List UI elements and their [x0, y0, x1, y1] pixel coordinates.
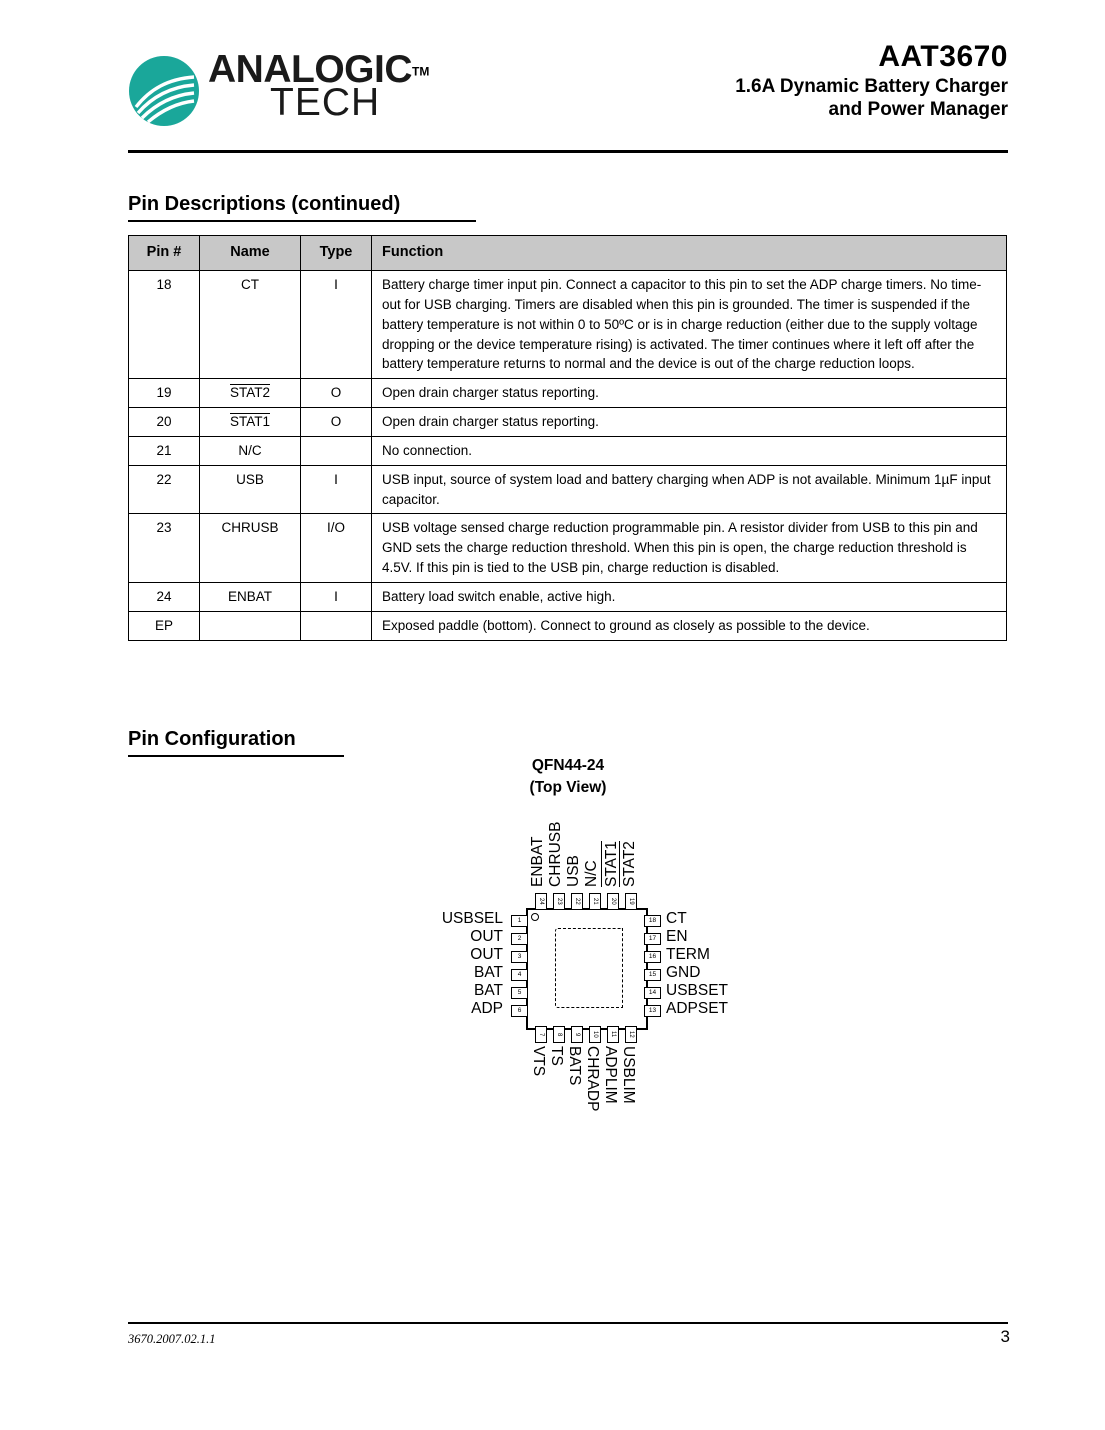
cell-pin: 22 — [129, 465, 200, 514]
cell-name: CT — [200, 271, 301, 379]
pad-2: 2 — [511, 933, 528, 945]
pad-3: 3 — [511, 951, 528, 963]
cell-type: O — [301, 408, 372, 437]
pin-label-vts: VTS — [530, 1046, 547, 1077]
package-name: QFN44-24 — [531, 757, 605, 774]
pad-23: 23 — [553, 893, 565, 910]
pin-label-nc: N/C — [583, 860, 600, 887]
pin-label-adp: ADP — [471, 1000, 503, 1017]
table-row — [129, 514, 1007, 583]
pad-18: 18 — [644, 915, 661, 927]
pin-label-adpset: ADPSET — [666, 1000, 729, 1017]
table-header-pin: Pin # — [129, 236, 200, 271]
cell-name-overlined: STAT1 — [229, 414, 270, 430]
pin-label-stat1 — [601, 806, 621, 887]
pad-7: 7 — [535, 1026, 547, 1043]
cell-function: USB voltage sensed charge reduction programmable pin. A resistor divider from USB to this pin and GND sets the charge reduction threshold. When this pin is open, the charge reduction threshold is 4.5V. If this pin is tied to the USB pin, charge reduction is disabled. — [372, 514, 1007, 583]
table-row — [129, 408, 1007, 437]
pin-label-stat1-text: STAT1 — [603, 841, 620, 887]
document-subtitle-line2: and Power Manager — [828, 99, 1008, 121]
pin-label-out-2: OUT — [470, 928, 503, 945]
logo-secondary-text: TECH — [270, 81, 381, 124]
pin-label-adplim: ADPLIM — [602, 1046, 619, 1104]
cell-type: I — [301, 582, 372, 611]
cell-pin: 19 — [129, 379, 200, 408]
cell-name-overlined: STAT2 — [229, 385, 270, 401]
pin-label-enbat: ENBAT — [529, 836, 546, 887]
footer-divider — [128, 1322, 1008, 1324]
pad-6: 6 — [511, 1005, 528, 1017]
page-number: 3 — [1000, 1327, 1010, 1346]
pad-21: 21 — [589, 893, 601, 910]
table-row — [129, 465, 1007, 514]
cell-function: No connection. — [372, 436, 1007, 465]
cell-pin: 21 — [129, 436, 200, 465]
pin-descriptions-heading: Pin Descriptions (continued) — [128, 193, 401, 215]
pad-22: 22 — [571, 893, 583, 910]
cell-name: N/C — [200, 436, 301, 465]
pad-9: 9 — [571, 1026, 583, 1043]
table-row — [129, 611, 1007, 640]
analogic-logo-icon — [128, 55, 200, 127]
pin-label-out-3: OUT — [470, 946, 503, 963]
cell-name: USB — [200, 465, 301, 514]
cell-pin: EP — [129, 611, 200, 640]
cell-function: Open drain charger status reporting. — [372, 408, 1007, 437]
pin-label-usb: USB — [565, 855, 582, 887]
table-header-function: Function — [372, 236, 1007, 271]
pad-19: 19 — [625, 893, 637, 910]
pad-24: 24 — [535, 893, 547, 910]
cell-name: ENBAT — [200, 582, 301, 611]
pad-15: 15 — [644, 969, 661, 981]
pin-label-bats: BATS — [566, 1046, 583, 1086]
cell-function: Battery load switch enable, active high. — [372, 582, 1007, 611]
pin-configuration-diagram — [128, 745, 1008, 1165]
pin-label-bat-5: BAT — [474, 982, 503, 999]
package-view-label: (Top View) — [529, 779, 607, 797]
pad-13: 13 — [644, 1005, 661, 1017]
cell-pin: 20 — [129, 408, 200, 437]
pin-label-chrusb: CHRUSB — [547, 821, 564, 887]
cell-name — [200, 379, 301, 408]
chip-body — [526, 908, 648, 1030]
pin-configuration-heading: Pin Configuration — [128, 728, 296, 750]
pin-label-chradp: CHRADP — [584, 1046, 601, 1112]
cell-type — [301, 611, 372, 640]
cell-name — [200, 408, 301, 437]
cell-type: I — [301, 465, 372, 514]
table-row — [129, 436, 1007, 465]
cell-pin: 23 — [129, 514, 200, 583]
exposed-paddle-outline — [555, 928, 623, 1008]
logo-wordmark — [208, 50, 429, 122]
cell-function: Exposed paddle (bottom). Connect to ground as closely as possible to the device. — [372, 611, 1007, 640]
document-subtitle-line1: 1.6A Dynamic Battery Charger — [735, 75, 1008, 97]
table-header-type: Type — [301, 236, 372, 271]
cell-type: O — [301, 379, 372, 408]
logo-primary-text: ANALOGIC — [208, 48, 412, 91]
part-number: AAT3670 — [878, 40, 1008, 73]
pin-label-usblim: USBLIM — [620, 1046, 637, 1104]
cell-function: Battery charge timer input pin. Connect a capacitor to this pin to set the ADP charge timers. No time-out for USB charging. Timers are disabled when this pin is grounded. The timer is suspended if the battery temperature is not within 0 to 50ºC or is in charge reduction (either due to the supply voltage dropping or the device temperature rising) is activated. The timer continues where it left off after the battery temperature returns to normal and the device is out of the charge reduction loops. — [372, 271, 1007, 379]
cell-name — [200, 611, 301, 640]
table-header-name: Name — [200, 236, 301, 271]
logo-tm-mark: TM — [412, 64, 430, 79]
pin-label-en: EN — [666, 928, 688, 945]
pad-17: 17 — [644, 933, 661, 945]
pad-4: 4 — [511, 969, 528, 981]
page-header — [128, 40, 1008, 150]
document-title-block — [735, 40, 1008, 122]
pad-20: 20 — [607, 893, 619, 910]
pin-label-ct: CT — [666, 910, 687, 927]
pad-5: 5 — [511, 987, 528, 999]
table-row — [129, 582, 1007, 611]
cell-name: CHRUSB — [200, 514, 301, 583]
pin-label-ts: TS — [548, 1046, 565, 1066]
pin-label-gnd: GND — [666, 964, 701, 981]
pad-1: 1 — [511, 915, 528, 927]
cell-type — [301, 436, 372, 465]
cell-pin: 24 — [129, 582, 200, 611]
table-row — [129, 271, 1007, 379]
header-divider — [128, 150, 1008, 153]
qfn-package-drawing — [441, 821, 729, 1130]
pin-label-stat2-text: STAT2 — [621, 841, 638, 887]
pin-label-bat-4: BAT — [474, 964, 503, 981]
cell-type: I — [301, 271, 372, 379]
pin1-indicator-dot — [531, 913, 539, 921]
company-logo — [128, 45, 458, 145]
table-header-row — [129, 236, 1007, 271]
pad-11: 11 — [607, 1026, 619, 1043]
pin-descriptions-table — [128, 235, 1007, 641]
package-title-block — [128, 755, 1008, 800]
table-row — [129, 379, 1007, 408]
cell-type: I/O — [301, 514, 372, 583]
pin-label-usbsel: USBSEL — [441, 910, 503, 927]
pin-descriptions-heading-underline — [128, 220, 476, 222]
cell-function: USB input, source of system load and battery charging when ADP is not available. Minimum 1µF input capacitor. — [372, 465, 1007, 514]
pad-16: 16 — [644, 951, 661, 963]
cell-function: Open drain charger status reporting. — [372, 379, 1007, 408]
pad-8: 8 — [553, 1026, 565, 1043]
pin-label-usbset: USBSET — [666, 982, 729, 999]
pad-14: 14 — [644, 987, 661, 999]
pin-label-stat2 — [619, 806, 639, 887]
cell-pin: 18 — [129, 271, 200, 379]
document-id: 3670.2007.02.1.1 — [128, 1332, 216, 1346]
pin-label-term: TERM — [666, 946, 710, 963]
pad-12: 12 — [625, 1026, 637, 1043]
pad-10: 10 — [589, 1026, 601, 1043]
